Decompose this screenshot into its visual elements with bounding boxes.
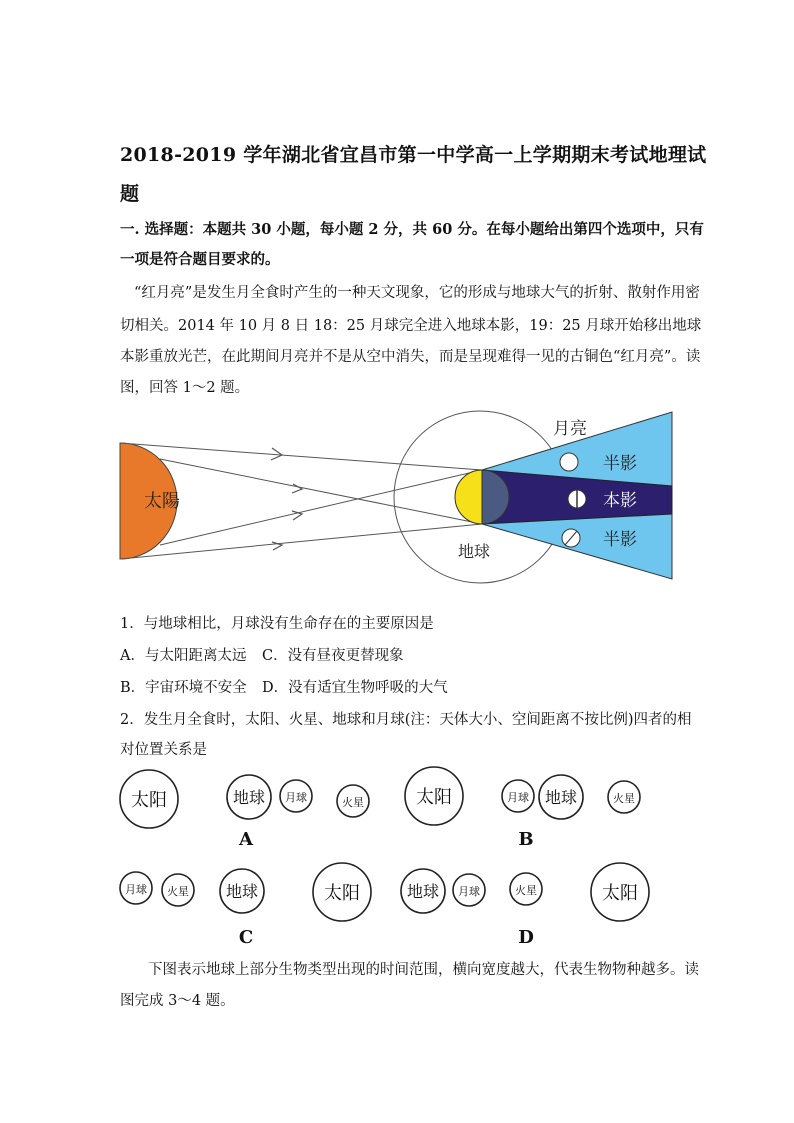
option-a-earth-label: 地球 <box>232 788 266 807</box>
moon-upper <box>560 453 578 471</box>
intro-line-1: “红月亮”是发生月全食时产生的一种天文现象，它的形成与地球大气的折射、散射作用密 <box>134 285 700 301</box>
option-c-mars-label: 火星 <box>167 885 189 898</box>
penumbra-bottom-label: 半影 <box>603 530 637 550</box>
doc-title-line-2: 题 <box>120 183 140 205</box>
q1-option-a: A．与太阳距离太远 <box>120 648 247 664</box>
question-2-line-2: 对位置关系是 <box>120 742 207 758</box>
sun-label: 太陽 <box>144 491 180 512</box>
option-d-moon-label: 月球 <box>458 885 480 898</box>
next-intro-line-2: 图完成 3～4 题。 <box>120 993 235 1009</box>
penumbra-top-label: 半影 <box>603 454 637 474</box>
section-heading-line-1: 一. 选择题：本题共 30 小题，每小题 2 分，共 60 分。在每小题给出第四个选项中，只有 <box>120 221 704 238</box>
intro-line-3: 本影重放光芒，在此期间月亮并不是从空中消失，而是呈现难得一见的古铜色“红月亮”。读 <box>120 349 701 365</box>
option-b-letter: B <box>518 829 534 850</box>
option-c-sun-label: 太阳 <box>324 883 360 904</box>
option-c-earth-label: 地球 <box>225 882 259 901</box>
moon-label: 月亮 <box>553 419 587 439</box>
option-a-mars-label: 火星 <box>342 796 364 809</box>
option-c-letter: C <box>238 927 254 948</box>
section-heading-line-2: 一项是符合题目要求的。 <box>120 251 280 268</box>
next-intro-line-1: 下图表示地球上部分生物类型出现的时间范围，横向宽度越大，代表生物物种越多。读 <box>148 962 699 978</box>
ray-arrowheads <box>271 448 302 550</box>
option-d-sun-label: 太阳 <box>602 883 638 904</box>
q2-options-figure <box>110 760 660 955</box>
option-b-mars-label: 火星 <box>613 792 635 805</box>
option-a-letter: A <box>239 829 253 850</box>
option-b-moon-label: 月球 <box>507 791 529 804</box>
q1-option-c: C．没有昼夜更替现象 <box>262 648 404 664</box>
umbra-label: 本影 <box>603 491 637 511</box>
earth-label: 地球 <box>458 542 491 561</box>
question-2-line-1: 2．发生月全食时，太阳、火星、地球和月球(注：天体大小、空间距离不按比例)四者的相 <box>120 712 692 728</box>
option-a-sun-label: 太阳 <box>131 790 167 811</box>
option-d-mars-label: 火星 <box>515 884 537 897</box>
option-a-moon-label: 月球 <box>285 791 307 804</box>
option-c-moon-label: 月球 <box>125 883 147 896</box>
earth-day-side <box>455 470 482 524</box>
doc-title-line-1: 2018-2019 学年湖北省宜昌市第一中学高一上学期期末考试地理试 <box>120 144 707 166</box>
intro-line-2: 切相关。2014 年 10 月 8 日 18：25 月球完全进入地球本影，19：25 月球开始移出地球 <box>120 318 702 334</box>
lunar-eclipse-figure <box>118 408 678 594</box>
option-d-letter: D <box>518 927 534 948</box>
option-b-earth-label: 地球 <box>544 788 578 807</box>
question-1: 1．与地球相比，月球没有生命存在的主要原因是 <box>120 616 434 632</box>
q1-option-d: D．没有适宜生物呼吸的大气 <box>262 680 448 696</box>
option-b-sun-label: 太阳 <box>416 787 452 808</box>
q1-option-b: B．宇宙环境不安全 <box>120 680 247 696</box>
option-d-earth-label: 地球 <box>406 882 440 901</box>
intro-line-4: 图，回答 1～2 题。 <box>120 380 250 396</box>
